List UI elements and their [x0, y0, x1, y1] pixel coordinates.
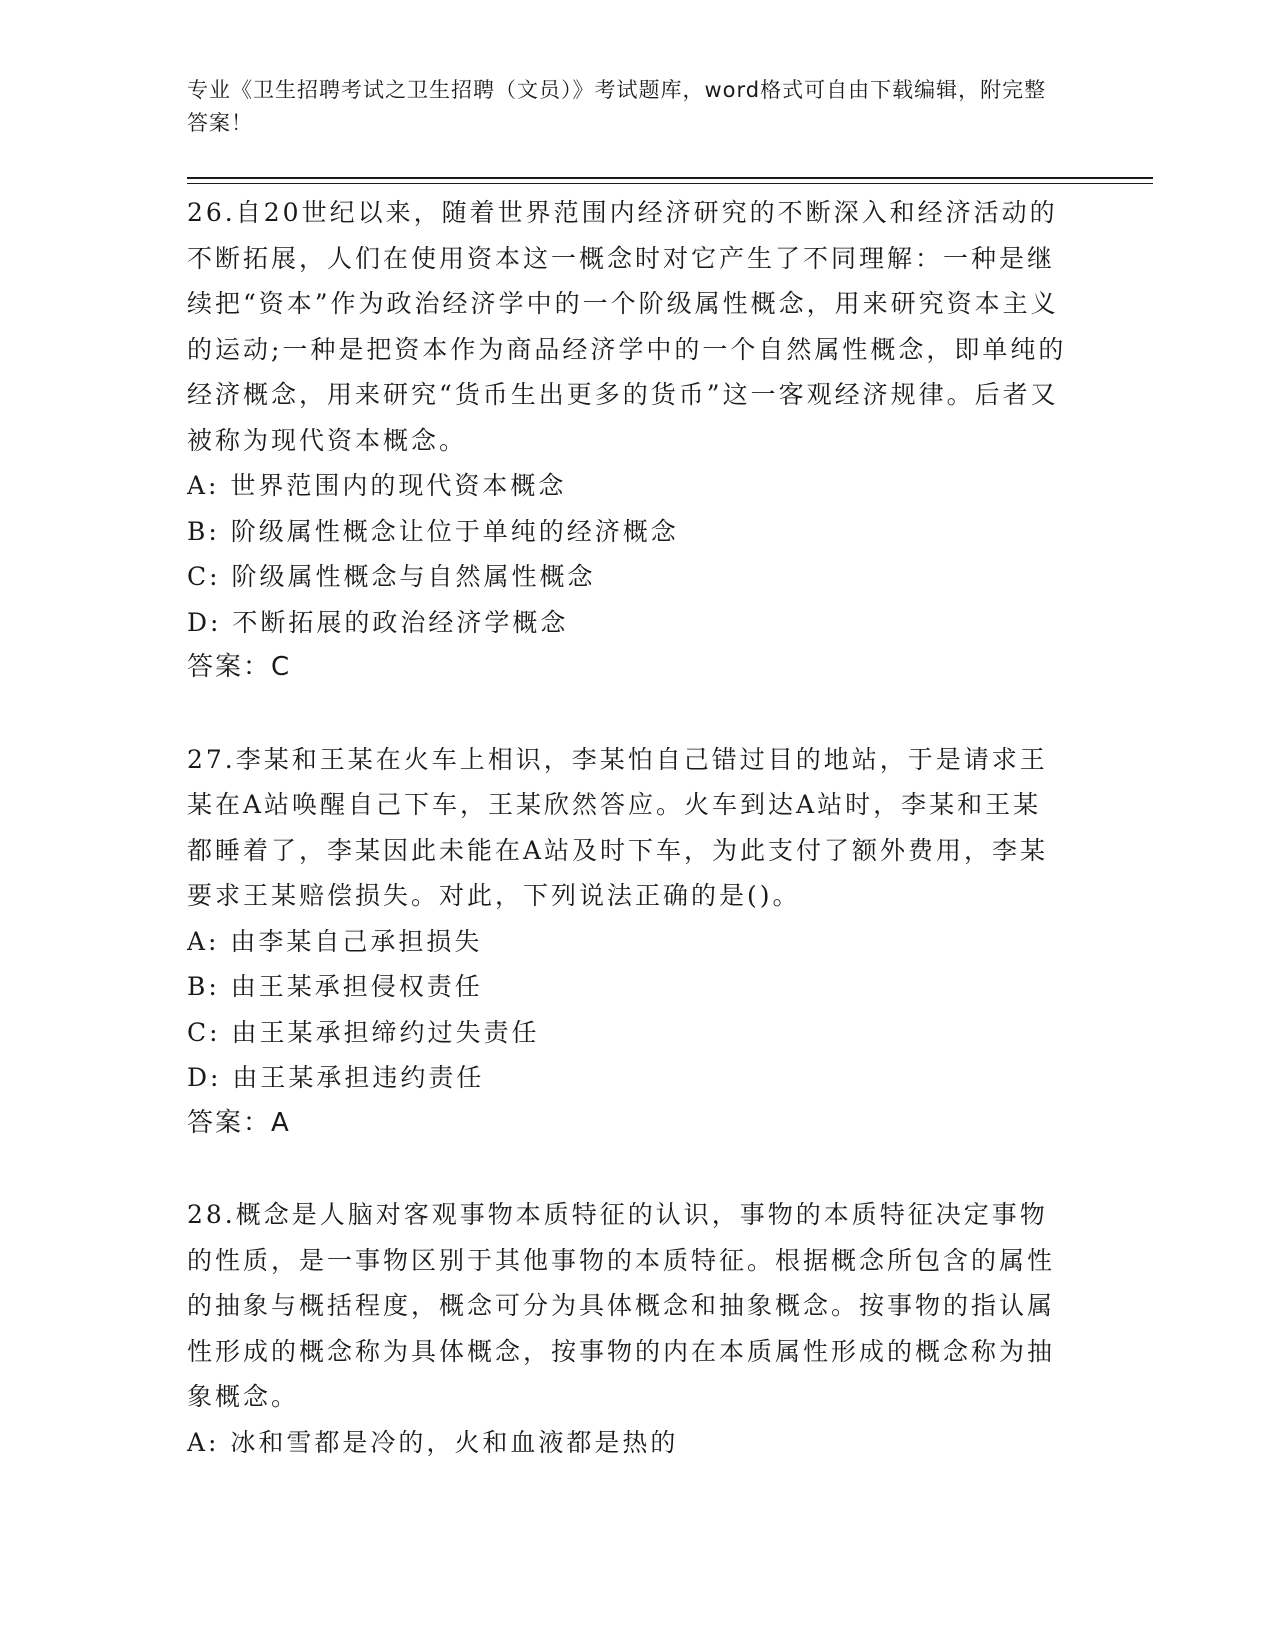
option-d: D: 不断拓展的政治经济学概念	[187, 607, 569, 637]
option-c: C: 由王某承担缔约过失责任	[187, 1017, 540, 1047]
document-header: 专业《卫生招聘考试之卫生招聘（文员）》考试题库，word格式可自由下载编辑，附完整答案！	[187, 78, 1047, 135]
option-d: D: 由王某承担违约责任	[187, 1063, 485, 1092]
answer: 答案：A	[187, 1107, 291, 1138]
option-b: B: 由王某承担侵权责任	[187, 972, 483, 1001]
question-26	[187, 190, 1067, 691]
option-c: C: 阶级属性概念与自然属性概念	[187, 562, 596, 591]
question-stem: 27.李某和王某在火车上相识，李某怕自己错过目的地站，于是请求王某在A站唤醒自己下车，王某欣然答应。火车到达A站时，李某和王某都睡着了，李某因此未能在A站及时下车，为此支付了额外费用，李某要求王某赔偿损失。对此，下列说法正确的是()。	[187, 744, 1049, 910]
option-a: A: 冰和雪都是冷的，火和血液都是热的	[187, 1427, 679, 1457]
header-rule-thick	[187, 177, 1153, 179]
question-list	[187, 190, 1067, 1511]
question-stem: 26.自20世纪以来，随着世界范围内经济研究的不断深入和经济活动的不断拓展，人们在使用资本这一概念时对它产生了不同理解：一种是继续把“资本”作为政治经济学中的一个阶级属性概念，用来研究资本主义的运动;一种是把资本作为商品经济学中的一个自然属性概念，即单纯的经济概念，用来研究“货币生出更多的货币”这一客观经济规律。后者又被称为现代资本概念。	[187, 198, 1067, 455]
question-28	[187, 1192, 1067, 1465]
option-a: A: 世界范围内的现代资本概念	[187, 471, 567, 500]
question-stem: 28.概念是人脑对客观事物本质特征的认识，事物的本质特征决定事物的性质，是一事物区别于其他事物的本质特征。根据概念所包含的属性的抽象与概括程度，概念可分为具体概念和抽象概念。按事物的指认属性形成的概念称为具体概念，按事物的内在本质属性形成的概念称为抽象概念。	[187, 1200, 1056, 1411]
option-b: B: 阶级属性概念让位于单纯的经济概念	[187, 516, 679, 546]
option-a: A: 由李某自己承担损失	[187, 926, 483, 956]
answer: 答案：C	[187, 652, 292, 682]
question-27	[187, 737, 1067, 1147]
header-rule-thin	[187, 183, 1153, 184]
